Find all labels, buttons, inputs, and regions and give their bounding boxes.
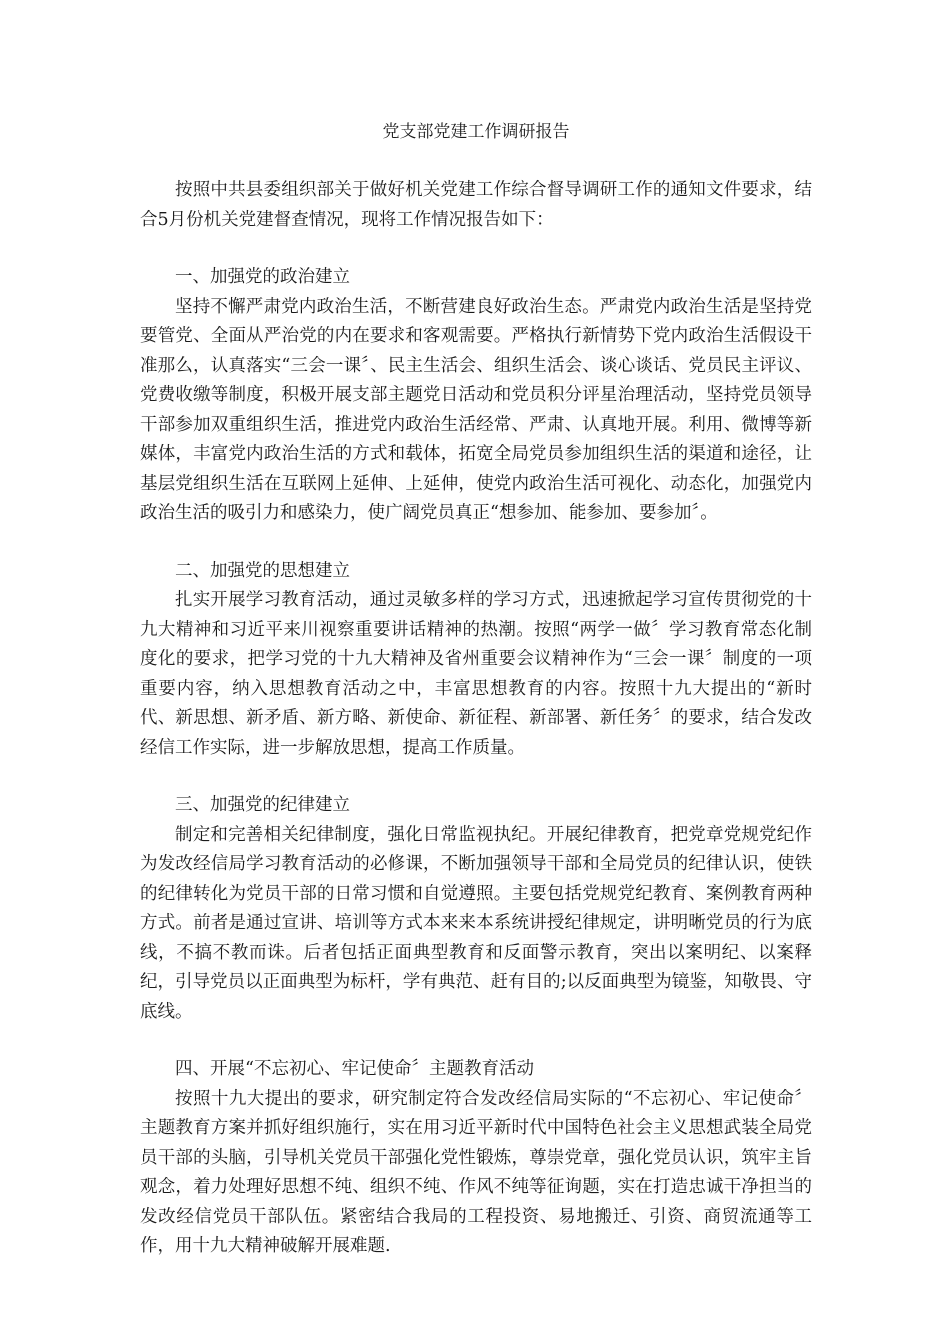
section-gap <box>140 763 812 791</box>
intro-paragraph: 按照中共县委组织部关于做好机关党建工作综合督导调研工作的通知文件要求，结合5月份机关党建督查情况，现将工作情况报告如下： <box>140 180 812 230</box>
document-title: 党支部党建工作调研报告 <box>382 122 570 142</box>
section-gap <box>140 235 812 263</box>
section-gap <box>140 1027 812 1055</box>
section-body: 制定和完善相关纪律制度，强化日常监视执纪。开展纪律教育，把党章党规党纪作为发改经信局学习教育活动的必修课，不断加强领导干部和全局党员的纪律认识，使铁的纪律转化为党员干部的日常习惯和自觉遵照。主要包括党规党纪教育、案例教育两种方式。前者是通过宣讲、培训等方式本来来本系统讲授纪律规定，讲明晰党员的行为底线，不搞不教而诛。后者包括正面典型教育和反面警示教育，突出以案明纪、以案释纪，引导党员以正面典型为标杆，学有典范、赶有目的;以反面典型为镜鉴，知敬畏、守底线。 <box>140 824 812 1022</box>
section-theme-education <box>140 1055 812 1262</box>
section-heading: 一、加强党的政治建立 <box>175 267 350 287</box>
section-body: 按照十九大提出的要求，研究制定符合发改经信局实际的“不忘初心、牢记使命〞主题教育方案并抓好组织施行，实在用习近平新时代中国特色社会主义思想武装全局党员干部的头脑，引导机关党员干部强化党性锻炼，尊崇党章，强化党员认识，筑牢主旨观念，着力处理好思想不纯、组织不纯、作风不纯等征询题，实在打造忠诚干净担当的发改经信党员干部队伍。紧密结合我局的工程投资、易地搬迁、引资、商贸流通等工作，用十九大精神破解开展难题. <box>140 1088 812 1256</box>
section-discipline <box>140 791 812 1027</box>
section-heading: 三、加强党的纪律建立 <box>175 795 350 815</box>
section-body: 坚持不懈严肃党内政治生活，不断营建良好政治生态。严肃党内政治生活是坚持党要管党、全面从严治党的内在要求和客观需要。严格执行新情势下党内政治生活假设干准那么，认真落实“三会一课〞、民主生活会、组织生活会、谈心谈话、党员民主评议、党费收缴等制度，积极开展支部主题党日活动和党员积分评星治理活动，坚持党员领导干部参加双重组织生活，推进党内政治生活经常、严肃、认真地开展。利用、微博等新媒体，丰富党内政治生活的方式和载体，拓宽全局党员参加组织生活的渠道和途径，让基层党组织生活在互联网上延伸、上延伸，使党内政治生活可视化、动态化，加强党内政治生活的吸引力和感染力，使广阔党员真正“想参加、能参加、要参加〞。 <box>140 296 812 523</box>
section-gap <box>140 529 812 557</box>
section-political <box>140 263 812 529</box>
section-heading: 四、开展“不忘初心、牢记使命〞主题教育活动 <box>175 1059 534 1079</box>
section-heading: 二、加强党的思想建立 <box>175 560 350 581</box>
section-ideological <box>140 557 812 764</box>
section-body: 扎实开展学习教育活动，通过灵敏多样的学习方式，迅速掀起学习宣传贯彻党的十九大精神和习近平来川视察重要讲话精神的热潮。按照“两学一做〞学习教育常态化制度化的要求，把学习党的十九大精神及省州重要会议精神作为“三会一课〞制度的一项重要内容，纳入思想教育活动之中，丰富思想教育的内容。按照十九大提出的“新时代、新思想、新矛盾、新方略、新使命、新征程、新部署、新任务〞的要求，结合发改经信工作实际，进一步解放思想，提高工作质量。 <box>140 590 812 758</box>
document-page <box>140 120 812 1262</box>
